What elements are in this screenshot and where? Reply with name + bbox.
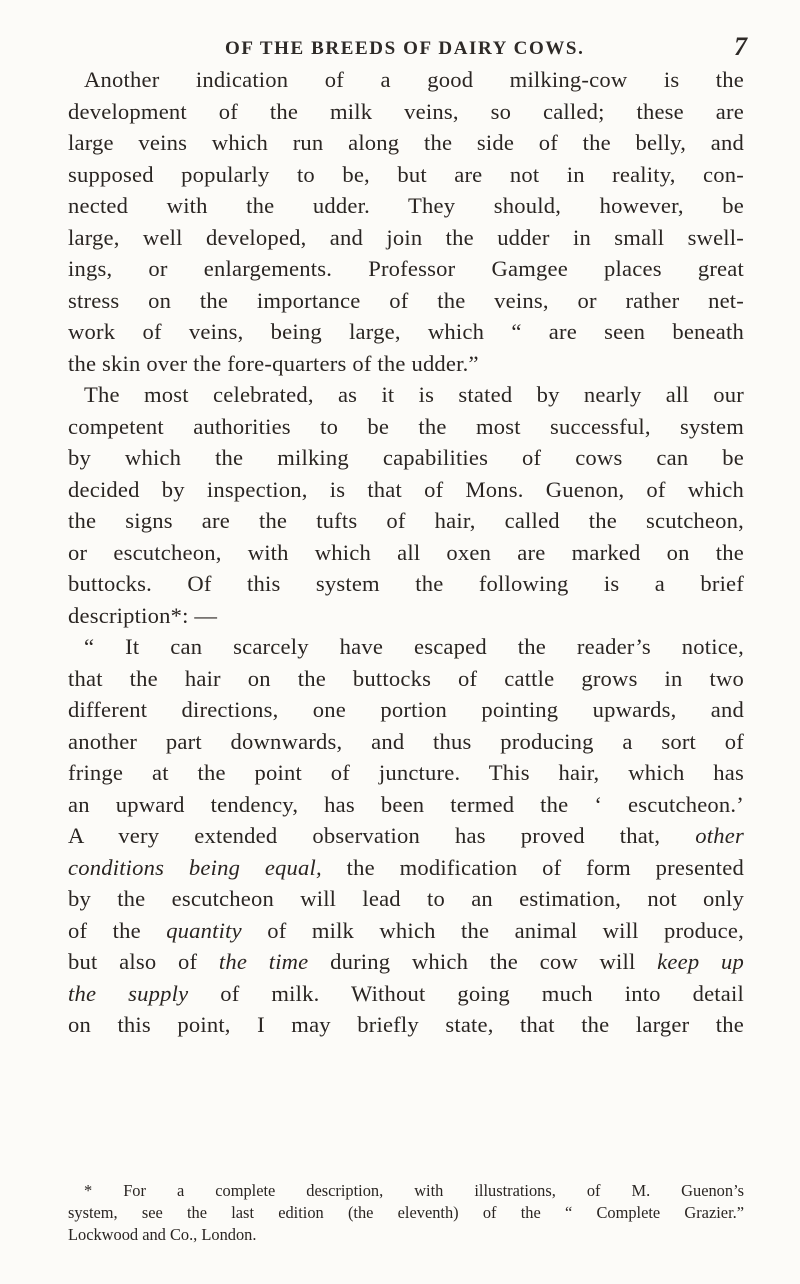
text-line: development of the milk veins, so called; these are (68, 98, 744, 124)
text-line (68, 915, 744, 947)
text-line: competent authorities to be the most successful, system (68, 413, 744, 439)
text-span: during which the cow will (330, 949, 636, 974)
text-line: stress on the importance of the veins, or rather net- (68, 287, 744, 313)
text-line: another part downwards, and thus producing a sort of (68, 728, 744, 754)
text-line: by the escutcheon will lead to an estimation, not only (68, 886, 744, 911)
text-line: an upward tendency, has been termed the ‘ escutcheon.’ (68, 791, 744, 817)
text-span: of the (68, 917, 141, 943)
text-line: the skin over the fore-quarters of the udder.” (68, 350, 479, 376)
text-line: decided by inspection, is that of Mons. Guenon, of which (68, 476, 744, 502)
text-line: supposed popularly to be, but are not in reality, con- (68, 161, 744, 187)
text-line: fringe at the point of juncture. This hair, which has (68, 760, 744, 785)
text-line: work of veins, being large, which “ are seen beneath (68, 319, 744, 344)
text-line: ings, or enlargements. Professor Gamgee places great (68, 256, 744, 281)
footnote (68, 1180, 744, 1246)
text-line: different directions, one portion pointing upwards, and (68, 697, 744, 722)
text-line: the signs are the tufts of hair, called the scutcheon, (68, 508, 744, 533)
footnote-line: * For a complete description, with illustrations, of M. Guenon’s (84, 1181, 744, 1200)
text-line (68, 820, 744, 852)
text-line: buttocks. Of this system the following is a brief (68, 571, 744, 596)
text-line: Another indication of a good milking-cow is the (84, 67, 744, 92)
text-span: A very extended observation has proved that, (68, 823, 661, 848)
text-line: by which the milking capabilities of cows can be (68, 445, 744, 470)
running-title: OF THE BREEDS OF DAIRY COWS. (225, 38, 585, 59)
page-number: 7 (734, 32, 747, 61)
text-line (68, 946, 744, 978)
text-line: nected with the udder. They should, however, be (68, 193, 744, 218)
italic-span: conditions being equal, (68, 854, 322, 880)
text-span: of milk which the animal will produce, (267, 917, 744, 943)
italic-span: the supply (68, 980, 189, 1006)
text-span: but also of (68, 949, 198, 974)
text-line: or escutcheon, with which all oxen are marked on the (68, 539, 744, 565)
text-line: “ It can scarcely have escaped the reader’s notice, (84, 634, 744, 659)
text-line (68, 852, 744, 884)
text-span: the modification of form presented (346, 854, 744, 880)
text-line: large veins which run along the side of the belly, and (68, 130, 744, 155)
text-line: description*: — (68, 602, 218, 628)
text-span: of milk. Without going much into detail (220, 980, 744, 1006)
footnote-line: system, see the last edition (the eleventh) of the “ Complete Grazier.” (68, 1203, 744, 1222)
text-line: The most celebrated, as it is stated by nearly all our (84, 382, 744, 407)
italic-span: other (695, 823, 744, 848)
italic-span: keep up (657, 949, 744, 974)
footnote-line: Lockwood and Co., London. (68, 1225, 257, 1244)
italic-span: the time (218, 949, 309, 974)
text-line: large, well developed, and join the udder in small swell- (68, 224, 744, 250)
text-line: that the hair on the buttocks of cattle grows in two (68, 665, 744, 691)
body-text (68, 64, 744, 1041)
text-line: on this point, I may briefly state, that the larger the (68, 1012, 744, 1037)
text-line (68, 978, 744, 1010)
italic-span: quantity (166, 917, 242, 943)
